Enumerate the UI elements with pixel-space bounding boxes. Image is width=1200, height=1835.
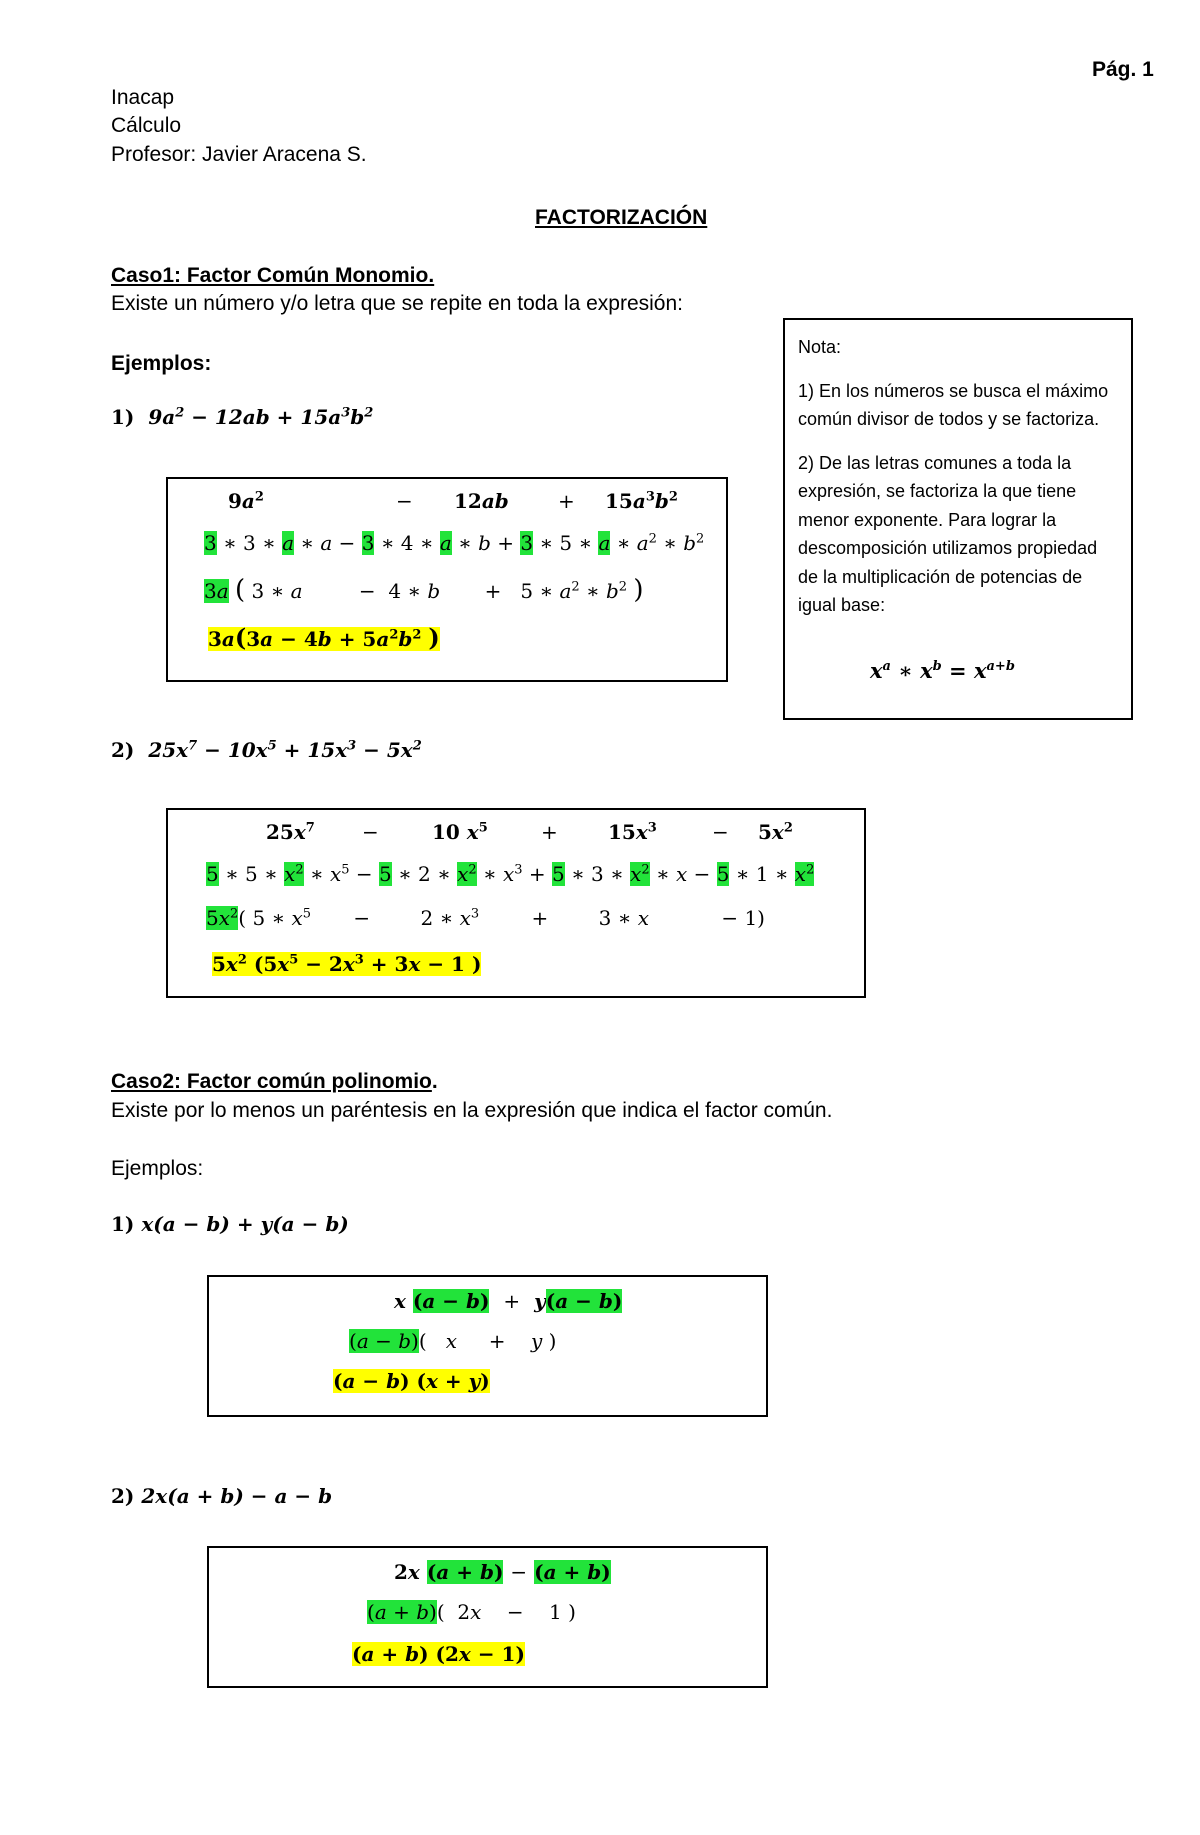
note-title: Nota: xyxy=(798,337,842,357)
case2-heading: Caso2: Factor común polinomio. xyxy=(111,1070,438,1093)
page-title: FACTORIZACIÓN xyxy=(535,206,708,229)
note-box xyxy=(783,318,1133,720)
case1-examples-label: Ejemplos: xyxy=(111,352,212,375)
case2-example1-expression: 1) x(a − b) + y(a − b) xyxy=(111,1212,349,1236)
ex2-result-row: $5x^2$ ($5x^5 - 2x^3 + 3x - 1$ ) xyxy=(212,952,482,976)
c2ex2-factored-row: (a + b)( 2x − 1 ) xyxy=(367,1600,576,1624)
c2ex2-original-row: 2x (a + b) − (a + b) xyxy=(394,1560,611,1584)
note-point-2: 2) De las letras comunes a toda la expresión, se factoriza la que tiene menor exponente. Para lograr la descomposición utilizamos propiedad de la multiplicación de potencias de igual base: xyxy=(798,452,1098,615)
page-number: Pág. 1 xyxy=(1092,58,1154,81)
ex1-decomposition-row: 3 ∗ 3 ∗ a ∗ a − 3 ∗ 4 ∗ a ∗ b + 3 ∗ 5 ∗ a ∗ $a^2$ ∗ $b^2$ xyxy=(204,531,705,555)
institution-name: Inacap xyxy=(111,86,175,109)
c2ex2-result-row: (a + b) (2x − 1) xyxy=(352,1642,525,1666)
case1-example1-expression: 1) $9a^2 - 12ab + 15a^3b^2$ xyxy=(111,405,374,429)
ex1-factored-row: 3a ( 3 ∗ a − 4 ∗ b + 5 ∗ $a^2$ ∗ $b^2$ ) xyxy=(204,575,644,605)
case2-description: Existe por lo menos un paréntesis en la expresión que indica el factor común. xyxy=(111,1099,833,1122)
course-name: Cálculo xyxy=(111,114,182,137)
case2-examples-label: Ejemplos: xyxy=(111,1157,204,1180)
case1-description: Existe un número y/o letra que se repite en toda la expresión: xyxy=(111,292,684,315)
note-formula: $x^a$ ∗ $x^b = x^{a+b}$ xyxy=(870,658,1015,683)
case2-example2-expression: 2) 2x(a + b) − a − b xyxy=(111,1484,333,1508)
c2ex1-result-row: (a − b) (x + y) xyxy=(333,1369,490,1393)
ex2-factored-row: $5x^2$( 5 ∗ $x^5 - 2$ ∗ $x^3 + 3$ ∗ x − 1) xyxy=(206,906,765,930)
case1-example1-box: $9a^2$ − 12ab + $15a^3b^2$ 3 ∗ 3 ∗ a ∗ a − 3 ∗ 4 ∗ a ∗ b + 3 ∗ 5 ∗ a ∗ $a^2$ ∗ $b^2$ 3a ( 3 ∗ a − 4 ∗ b + 5 ∗ $a^2$ ∗ $b^2$ ) $3a(3a - 4b + 5a^2b^2$ ) xyxy=(166,477,728,682)
c2ex1-factored-row: (a − b)( x + y ) xyxy=(349,1329,557,1353)
ex1-result-row: $3a(3a - 4b + 5a^2b^2$ ) xyxy=(208,623,440,652)
c2ex1-original-row: x (a − b) + y(a − b) xyxy=(394,1289,623,1313)
professor-name: Profesor: Javier Aracena S. xyxy=(111,143,367,166)
case1-example2-box: $25x^7$ − 10 $x^5$ + $15x^3$ − $5x^2$ 5 ∗ 5 ∗ $x^2$ ∗ $x^5 - 5$ ∗ 2 ∗ $x^2$ ∗ $x^3 + 5$ ∗ 3 ∗ $x^2$ ∗ x − 5 ∗ 1 ∗ $x^2$ $5x^2$( 5 ∗ $x^5 - 2$ ∗ $x^3 + 3$ ∗ x − 1) $5x^2$ ($5x^5 - 2x^3 + 3x - 1$ ) xyxy=(166,808,866,998)
case2-example2-box xyxy=(207,1546,768,1688)
case1-heading: Caso1: Factor Común Monomio. xyxy=(111,264,435,287)
ex2-decomposition-row: 5 ∗ 5 ∗ $x^2$ ∗ $x^5 - 5$ ∗ 2 ∗ $x^2$ ∗ $x^3 + 5$ ∗ 3 ∗ $x^2$ ∗ x − 5 ∗ 1 ∗ $x^2$ xyxy=(206,862,815,886)
case1-example2-expression: 2) $25x^7 - 10x^5 + 15x^3 - 5x^2$ xyxy=(111,738,422,762)
note-point-1: 1) En los números se busca el máximo común divisor de todos y se factoriza. xyxy=(798,380,1109,429)
case2-example1-box xyxy=(207,1275,768,1417)
